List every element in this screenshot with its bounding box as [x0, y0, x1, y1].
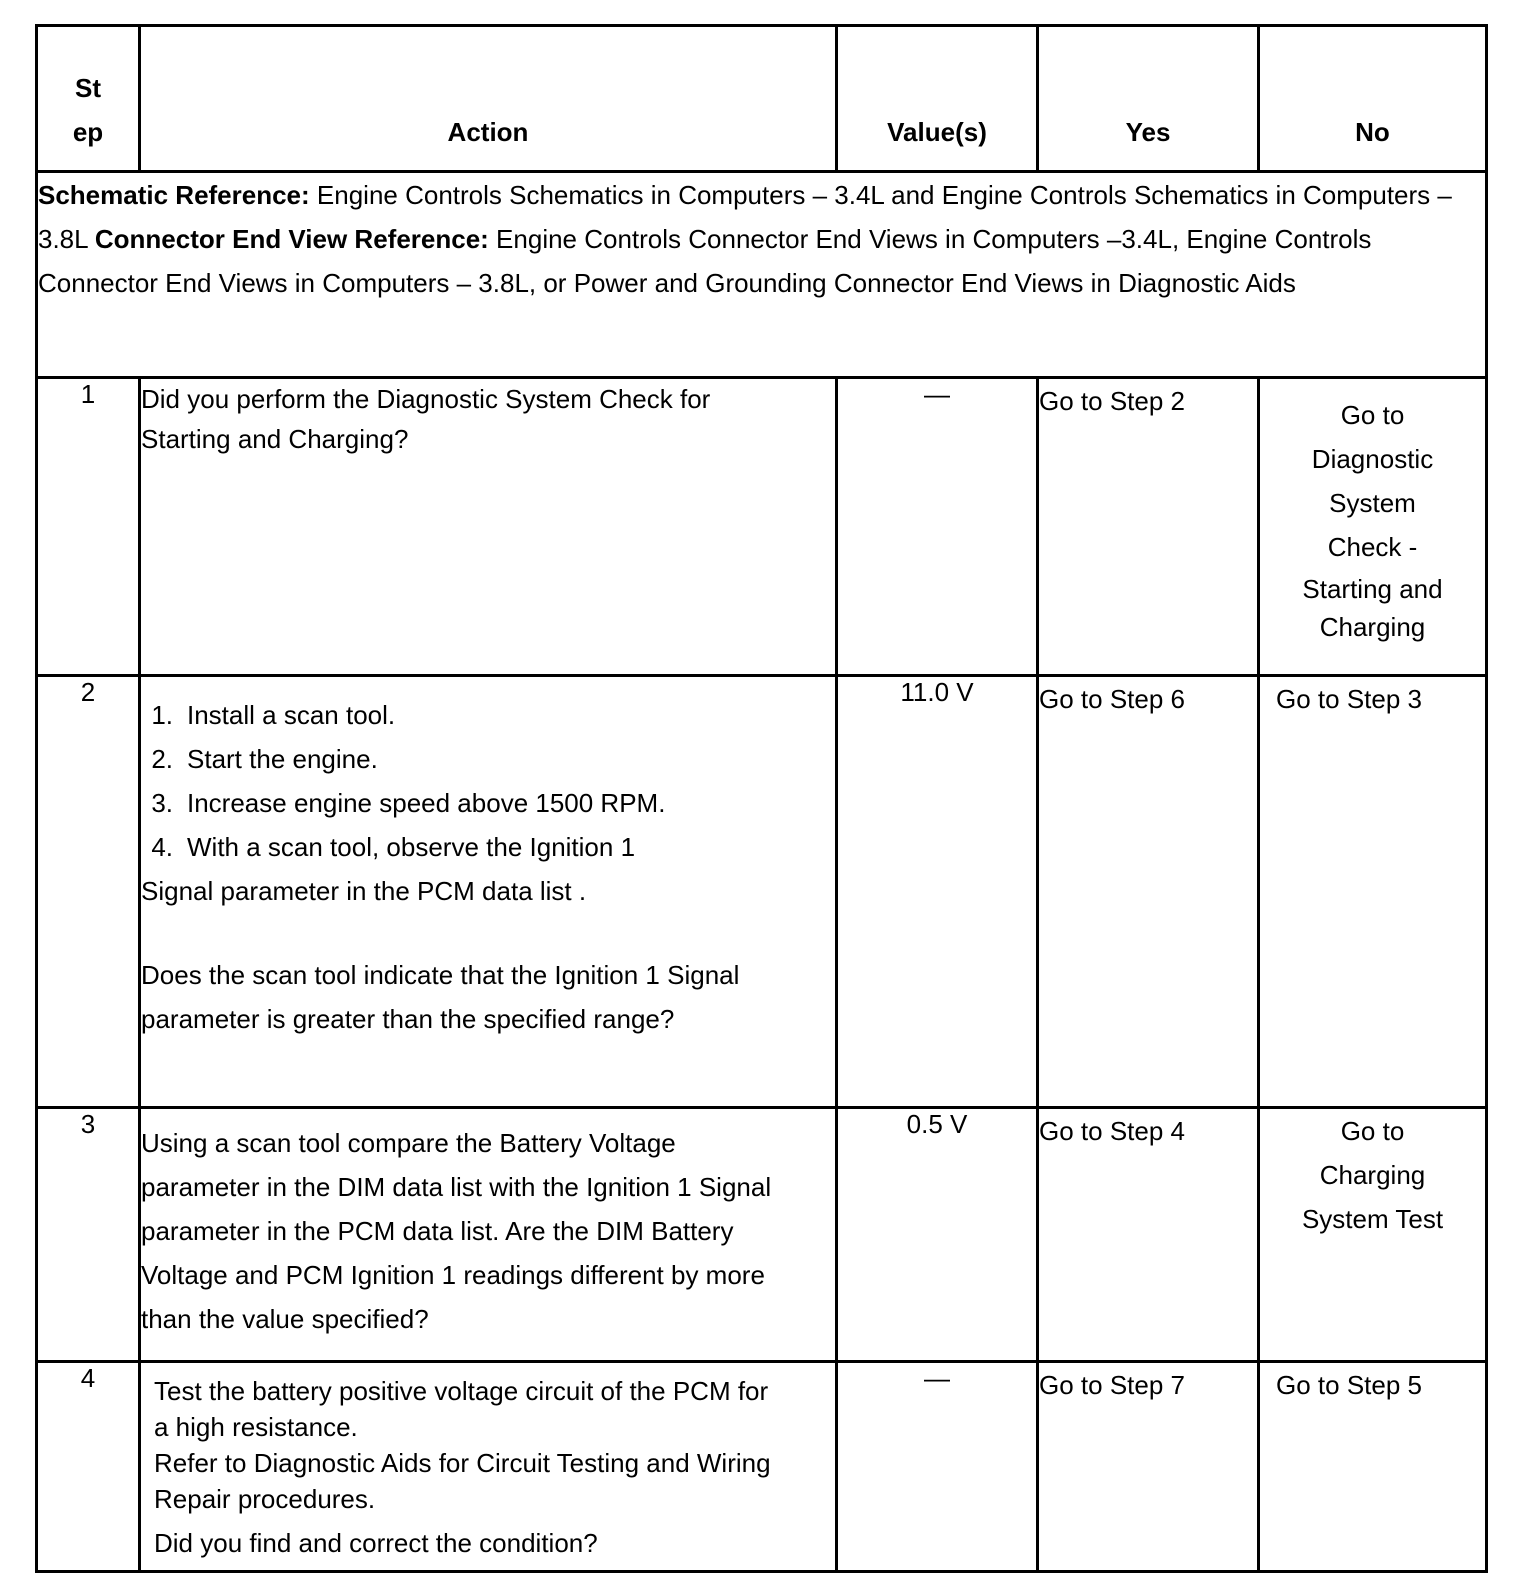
value-cell: —: [837, 378, 1038, 676]
list-item: [141, 737, 775, 781]
table-row: [37, 676, 1487, 1108]
schematic-reference-text: Engine Controls Schematics in Computers – 3.4L and Engine Controls Schematics in Computers – 3.8L: [38, 180, 1452, 254]
no-cell: Go to Step 5: [1259, 1362, 1487, 1572]
list-item-number: 3.: [151, 788, 173, 818]
no-line: Diagnostic: [1311, 444, 1434, 474]
action-question: Did you find and correct the condition?: [154, 1528, 598, 1558]
value-cell: —: [837, 1362, 1038, 1572]
action-steps-list: [141, 693, 775, 869]
table-row: [37, 1108, 1487, 1362]
list-item-text: Install a scan tool.: [187, 700, 396, 730]
list-item-text: Start the engine.: [187, 744, 378, 774]
value-cell: 11.0 V: [837, 676, 1038, 1108]
list-item-text: With a scan tool, observe the Ignition 1: [187, 832, 636, 862]
action-paragraph-1: Test the battery positive voltage circuit of the PCM for a high resistance.: [154, 1376, 769, 1442]
list-item-text: Increase engine speed above 1500 RPM.: [187, 788, 666, 818]
action-cell: [140, 1362, 837, 1572]
step-number: 1: [37, 378, 140, 676]
yes-cell: Go to Step 2: [1038, 378, 1259, 676]
no-cell: [1259, 378, 1487, 676]
action-text: Using a scan tool compare the Battery Voltage parameter in the DIM data list with the Ignition 1 Signal parameter in the PCM data list. Are the DIM Battery Voltage and PCM Ignition 1 readings different by more than the value specified?: [140, 1108, 837, 1362]
action-question: Does the scan tool indicate that the Ignition 1 Signal parameter is greater than the specified range?: [141, 960, 740, 1034]
step-number: 3: [37, 1108, 140, 1362]
table-row: [37, 378, 1487, 676]
value-cell: 0.5 V: [837, 1108, 1038, 1362]
action-continuation: Signal parameter in the PCM data list .: [141, 876, 587, 906]
header-step-line-2: ep: [72, 117, 104, 147]
spacer: [141, 913, 775, 953]
action-text: Did you perform the Diagnostic System Check for Starting and Charging?: [140, 378, 837, 676]
step-number: 4: [37, 1362, 140, 1572]
connector-reference-label: Connector End View Reference:: [94, 224, 489, 254]
header-no: No: [1259, 26, 1487, 172]
header-yes: Yes: [1038, 26, 1259, 172]
yes-cell: Go to Step 6: [1038, 676, 1259, 1108]
step-number: 2: [37, 676, 140, 1108]
reference-row: [37, 172, 1487, 378]
header-row: [37, 26, 1487, 172]
header-step: [37, 26, 140, 172]
no-line: System Test: [1301, 1204, 1444, 1234]
action-cell: [140, 676, 837, 1108]
header-values: Value(s): [837, 26, 1038, 172]
no-line: Go to: [1340, 400, 1405, 430]
no-line: Check -: [1327, 532, 1418, 562]
reference-cell: [37, 172, 1487, 378]
action-paragraph-2: Refer to Diagnostic Aids for Circuit Testing and Wiring Repair procedures.: [154, 1448, 771, 1514]
no-line: Go to: [1340, 1116, 1405, 1146]
list-item-number: 2.: [151, 744, 173, 774]
yes-cell: Go to Step 4: [1038, 1108, 1259, 1362]
yes-cell: Go to Step 7: [1038, 1362, 1259, 1572]
no-line: System: [1329, 488, 1416, 518]
no-line: Starting and: [1302, 574, 1443, 604]
no-cell: [1259, 1108, 1487, 1362]
schematic-reference-label: Schematic Reference:: [38, 180, 310, 210]
list-item: [141, 781, 775, 825]
header-step-line-1: St: [75, 73, 101, 103]
list-item-number: 4.: [151, 832, 173, 862]
table-row: [37, 1362, 1487, 1572]
no-line: Charging: [1319, 1160, 1426, 1190]
diagnostic-table: [35, 24, 1488, 1573]
no-line: Charging: [1319, 612, 1426, 642]
connector-reference-text: Engine Controls Connector End Views in Computers –3.4L, Engine Controls Connector End Views in Computers – 3.8L, or Power and Grounding Connector End Views in Diagnostic Aids: [38, 224, 1372, 298]
list-item: [141, 825, 775, 869]
list-item-number: 1.: [151, 700, 173, 730]
header-action: Action: [140, 26, 837, 172]
list-item: [141, 693, 775, 737]
no-cell: Go to Step 3: [1259, 676, 1487, 1108]
